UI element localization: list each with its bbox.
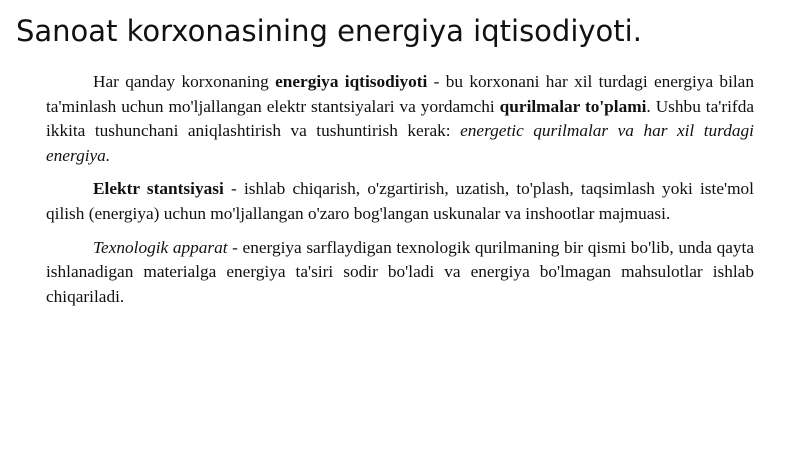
- text-run: . Ushbu ta'rifda ikkita tushunchani aniqlashtirish va tushuntirish kerak:: [46, 96, 755, 141]
- paragraph-energy-economy: [46, 70, 754, 168]
- term-technological-apparatus: Texnologik apparat: [93, 237, 228, 257]
- paragraph-power-station: [46, 177, 754, 226]
- text-run: - energiya sarflaydigan texnologik qurilmaning bir qismi bo'lib, unda qayta ishlanadigan materialga energiya ta'siri sodir bo'ladi va energiya bo'lmagan mahsulotlar ishlab chiqariladi.: [46, 237, 754, 306]
- term-power-station: Elektr stantsiyasi: [93, 179, 224, 199]
- slide-title: Sanoat korxonasining energiya iqtisodiyoti.: [16, 14, 642, 48]
- emphasis-concepts: energetic qurilmalar va har xil turdagi energiya.: [46, 121, 754, 165]
- term-energy-economy: energiya iqtisodiyoti: [275, 72, 428, 91]
- text-run: - bu korxonani har xil turdagi energiya bilan ta'minlash uchun mo'ljallangan elektr stantsiyalari va yordamchi: [46, 72, 754, 116]
- term-equipment-set: qurilmalar to'plami: [499, 96, 647, 116]
- paragraph-technological-apparatus: [46, 236, 754, 310]
- slide-body: [46, 70, 754, 318]
- text-run: - ishlab chiqarish, o'zgartirish, uzatish, to'plash, taqsimlash yoki iste'mol qilish (energiya) uchun mo'ljallangan o'zaro bog'langan uskunalar va inshootlar majmuasi.: [46, 179, 754, 223]
- text-run: Har qanday korxonaning: [93, 72, 276, 91]
